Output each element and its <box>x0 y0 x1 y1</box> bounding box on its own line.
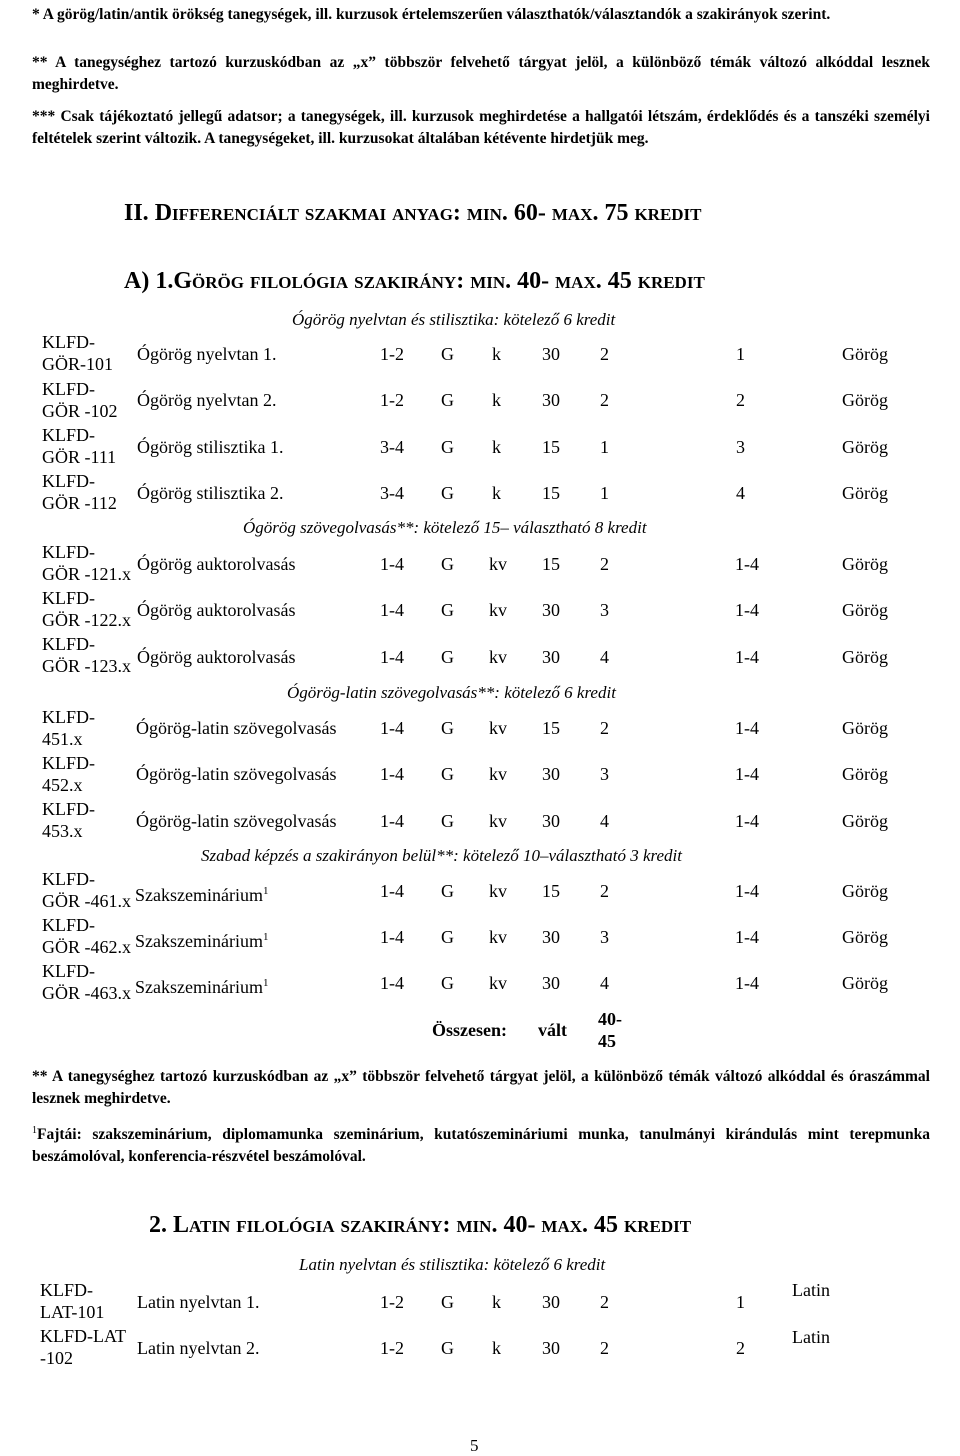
course-type: G <box>441 483 454 503</box>
course-hours: 30 <box>542 1292 560 1312</box>
course-hours: 15 <box>542 718 560 738</box>
course-credit: 2 <box>600 718 609 738</box>
course-name: Szakszeminárium$^1$ <box>135 885 269 905</box>
course-hours: 30 <box>542 973 560 993</box>
course-hours: 15 <box>542 483 560 503</box>
course-language: Görög <box>842 600 888 620</box>
course-credit: 4 <box>600 811 609 831</box>
course-hours: 30 <box>542 647 560 667</box>
course-language: Görög <box>842 554 888 574</box>
course-language: Latin <box>792 1327 830 1347</box>
course-semester: 1-4 <box>380 600 404 620</box>
section-title: Ógörög-latin szövegolvasás**: kötelező 6 kredit <box>287 683 616 702</box>
greek-heading-text: Görög filológia szakirány: min. 40- max. 45 kredit <box>173 268 705 294</box>
course-type: G <box>441 554 454 574</box>
course-exam: kv <box>489 811 507 831</box>
course-semester: 1-2 <box>380 390 404 410</box>
course-language: Görög <box>842 973 888 993</box>
course-credit: 4 <box>600 647 609 667</box>
course-credit: 2 <box>600 390 609 410</box>
course-language: Görög <box>842 437 888 457</box>
course-hours: 15 <box>542 437 560 457</box>
course-exam: kv <box>489 647 507 667</box>
course-name: Ógörög auktorolvasás <box>137 647 296 667</box>
course-type: G <box>441 390 454 410</box>
course-exam: k <box>492 483 501 503</box>
note-asterisk-2: ** A tanegységhez tartozó kurzuskódban az „x” többször felvehető tárgyat jelöl, a különböző témák változó alkóddal lesznek meghirdetve. <box>32 54 930 93</box>
course-type: G <box>441 1338 454 1358</box>
course-term: 1 <box>736 1292 745 1312</box>
course-credit: 2 <box>600 344 609 364</box>
course-credit: 2 <box>600 554 609 574</box>
latin-heading-text: Latin filológia szakirány: min. 40- max. 45 kredit <box>173 1212 692 1238</box>
course-credit: 3 <box>600 600 609 620</box>
course-hours: 30 <box>542 600 560 620</box>
course-hours: 30 <box>542 764 560 784</box>
course-code: KLFD- 452.x <box>42 753 95 795</box>
course-type: G <box>441 344 454 364</box>
course-code: KLFD- GÖR -122.x <box>42 588 131 630</box>
latin-heading-number: 2. <box>149 1212 167 1238</box>
note-asterisk-1: * A görög/latin/antik örökség tanegységek, ill. kurzusok értelemszerűen választhatók/választandók a szakirányok szerint. <box>32 6 831 23</box>
course-credit: 2 <box>600 1292 609 1312</box>
course-term: 1 <box>736 344 745 364</box>
course-semester: 1-4 <box>380 811 404 831</box>
course-semester: 1-2 <box>380 344 404 364</box>
course-code: KLFD- GÖR -112 <box>42 471 117 513</box>
course-term: 1-4 <box>735 554 759 574</box>
course-exam: k <box>492 1292 501 1312</box>
course-type: G <box>441 718 454 738</box>
course-name: Ógörög-latin szövegolvasás <box>136 811 337 831</box>
main-heading-text: Differenciált szakmai anyag: min. 60- max. 75 kredit <box>154 200 702 226</box>
course-code: KLFD-LAT -102 <box>40 1326 126 1368</box>
course-code: KLFD- GÖR -123.x <box>42 634 131 676</box>
course-language: Görög <box>842 811 888 831</box>
course-credit: 2 <box>600 1338 609 1358</box>
course-code: KLFD- 451.x <box>42 707 95 749</box>
course-name: Latin nyelvtan 2. <box>137 1338 260 1358</box>
main-heading-number: II. <box>124 200 149 226</box>
course-hours: 15 <box>542 881 560 901</box>
course-semester: 1-4 <box>380 718 404 738</box>
course-code: KLFD- 453.x <box>42 799 95 841</box>
course-type: G <box>441 600 454 620</box>
course-semester: 1-4 <box>380 647 404 667</box>
section-title: Latin nyelvtan és stilisztika: kötelező 6 kredit <box>299 1255 606 1274</box>
course-semester: 1-4 <box>380 973 404 993</box>
course-exam: kv <box>489 764 507 784</box>
greek-specialization-heading <box>124 268 705 295</box>
course-exam: k <box>492 1338 501 1358</box>
course-language: Görög <box>842 881 888 901</box>
course-language: Görög <box>842 483 888 503</box>
course-hours: 30 <box>542 344 560 364</box>
course-term: 1-4 <box>735 718 759 738</box>
course-term: 1-4 <box>735 927 759 947</box>
footnote-marker: 1 <box>262 931 269 943</box>
course-semester: 1-2 <box>380 1292 404 1312</box>
course-credit: 1 <box>600 483 609 503</box>
course-credit: 1 <box>600 437 609 457</box>
course-term: 1-4 <box>735 811 759 831</box>
course-code: KLFD- GÖR -461.x <box>42 869 131 911</box>
footnote-marker: 1 <box>262 885 269 897</box>
course-hours: 15 <box>542 554 560 574</box>
course-name: Ógörög-latin szövegolvasás <box>136 718 337 738</box>
course-name: Ógörög auktorolvasás <box>137 554 296 574</box>
course-type: G <box>441 437 454 457</box>
course-semester: 3-4 <box>380 483 404 503</box>
course-hours: 30 <box>542 811 560 831</box>
course-semester: 1-4 <box>380 554 404 574</box>
page-number: 5 <box>470 1436 479 1455</box>
note-footnote-1: $^1$Fajtái: szakszeminárium, diplomamunka szeminárium, kutatószemináriumi munka, tanulmányi kirándulás mint terepmunka beszámolóval, konferencia-részvétel beszámolóval. <box>32 1125 930 1165</box>
course-exam: kv <box>489 554 507 574</box>
course-semester: 1-2 <box>380 1338 404 1358</box>
greek-heading-number: A) 1. <box>124 268 174 294</box>
course-code: KLFD- GÖR -121.x <box>42 542 131 584</box>
course-exam: k <box>492 344 501 364</box>
section-title: Ógörög szövegolvasás**: kötelező 15– választható 8 kredit <box>243 518 647 537</box>
course-code: KLFD- GÖR -102 <box>42 379 118 421</box>
course-term: 1-4 <box>735 764 759 784</box>
course-code: KLFD- GÖR-101 <box>42 332 113 374</box>
course-name: Ógörög-latin szövegolvasás <box>136 764 337 784</box>
course-hours: 30 <box>542 390 560 410</box>
course-type: G <box>441 811 454 831</box>
course-hours: 30 <box>542 927 560 947</box>
course-term: 1-4 <box>735 600 759 620</box>
course-exam: kv <box>489 927 507 947</box>
course-exam: kv <box>489 881 507 901</box>
course-name: Ógörög stilisztika 1. <box>137 437 284 457</box>
total-elective: vált <box>538 1020 567 1040</box>
note-asterisk-3: *** Csak tájékoztató jellegű adatsor; a tanegységek, ill. kurzusok meghirdetése a hallgatói létszám, érdeklődés és a tanszéki személyi feltételek szerint változik. A tanegységeket, ill. kurzusokat általában kétévente hirdetjük meg. <box>32 108 930 147</box>
course-exam: kv <box>489 600 507 620</box>
course-semester: 1-4 <box>380 881 404 901</box>
course-name: Szakszeminárium$^1$ <box>135 977 269 997</box>
course-exam: kv <box>489 718 507 738</box>
course-type: G <box>441 1292 454 1312</box>
course-name: Ógörög nyelvtan 1. <box>137 344 277 364</box>
course-hours: 30 <box>542 1338 560 1358</box>
note-course-code: ** A tanegységhez tartozó kurzuskódban az „x” többször felvehető tárgyat jelöl, a különböző témák változó alkóddal és óraszámmal lesznek meghirdetve. <box>32 1068 930 1107</box>
course-language: Görög <box>842 647 888 667</box>
course-exam: k <box>492 437 501 457</box>
course-language: Görög <box>842 390 888 410</box>
course-term: 4 <box>736 483 745 503</box>
course-exam: kv <box>489 973 507 993</box>
course-type: G <box>441 927 454 947</box>
course-semester: 1-4 <box>380 764 404 784</box>
section-title: Ógörög nyelvtan és stilisztika: kötelező 6 kredit <box>292 310 616 329</box>
course-semester: 1-4 <box>380 927 404 947</box>
section-title: Szabad képzés a szakirányon belül**: kötelező 10–választható 3 kredit <box>201 846 682 865</box>
course-type: G <box>441 881 454 901</box>
course-name: Ógörög auktorolvasás <box>137 600 296 620</box>
course-name: Latin nyelvtan 1. <box>137 1292 260 1312</box>
course-name: Ógörög stilisztika 2. <box>137 483 284 503</box>
total-credits: 40- 45 <box>598 1009 622 1051</box>
course-type: G <box>441 973 454 993</box>
course-name: Szakszeminárium$^1$ <box>135 931 269 951</box>
course-code: KLFD- GÖR -462.x <box>42 915 131 957</box>
course-language: Görög <box>842 927 888 947</box>
footnote-marker: 1 <box>262 977 269 989</box>
course-term: 1-4 <box>735 881 759 901</box>
course-credit: 3 <box>600 927 609 947</box>
latin-specialization-heading <box>149 1212 691 1239</box>
course-type: G <box>441 647 454 667</box>
course-term: 2 <box>736 390 745 410</box>
course-type: G <box>441 764 454 784</box>
course-language: Görög <box>842 344 888 364</box>
main-heading <box>124 200 702 227</box>
total-label: Összesen: <box>432 1020 507 1040</box>
course-semester: 3-4 <box>380 437 404 457</box>
course-term: 1-4 <box>735 973 759 993</box>
course-code: KLFD- GÖR -463.x <box>42 961 131 1003</box>
course-credit: 4 <box>600 973 609 993</box>
course-language: Görög <box>842 764 888 784</box>
course-code: KLFD- GÖR -111 <box>42 425 117 467</box>
course-credit: 2 <box>600 881 609 901</box>
course-language: Latin <box>792 1280 830 1300</box>
course-term: 2 <box>736 1338 745 1358</box>
course-term: 3 <box>736 437 745 457</box>
course-code: KLFD- LAT-101 <box>40 1280 105 1322</box>
course-credit: 3 <box>600 764 609 784</box>
course-exam: k <box>492 390 501 410</box>
course-name: Ógörög nyelvtan 2. <box>137 390 277 410</box>
footnote-marker: 1 <box>32 1125 37 1136</box>
course-term: 1-4 <box>735 647 759 667</box>
course-language: Görög <box>842 718 888 738</box>
